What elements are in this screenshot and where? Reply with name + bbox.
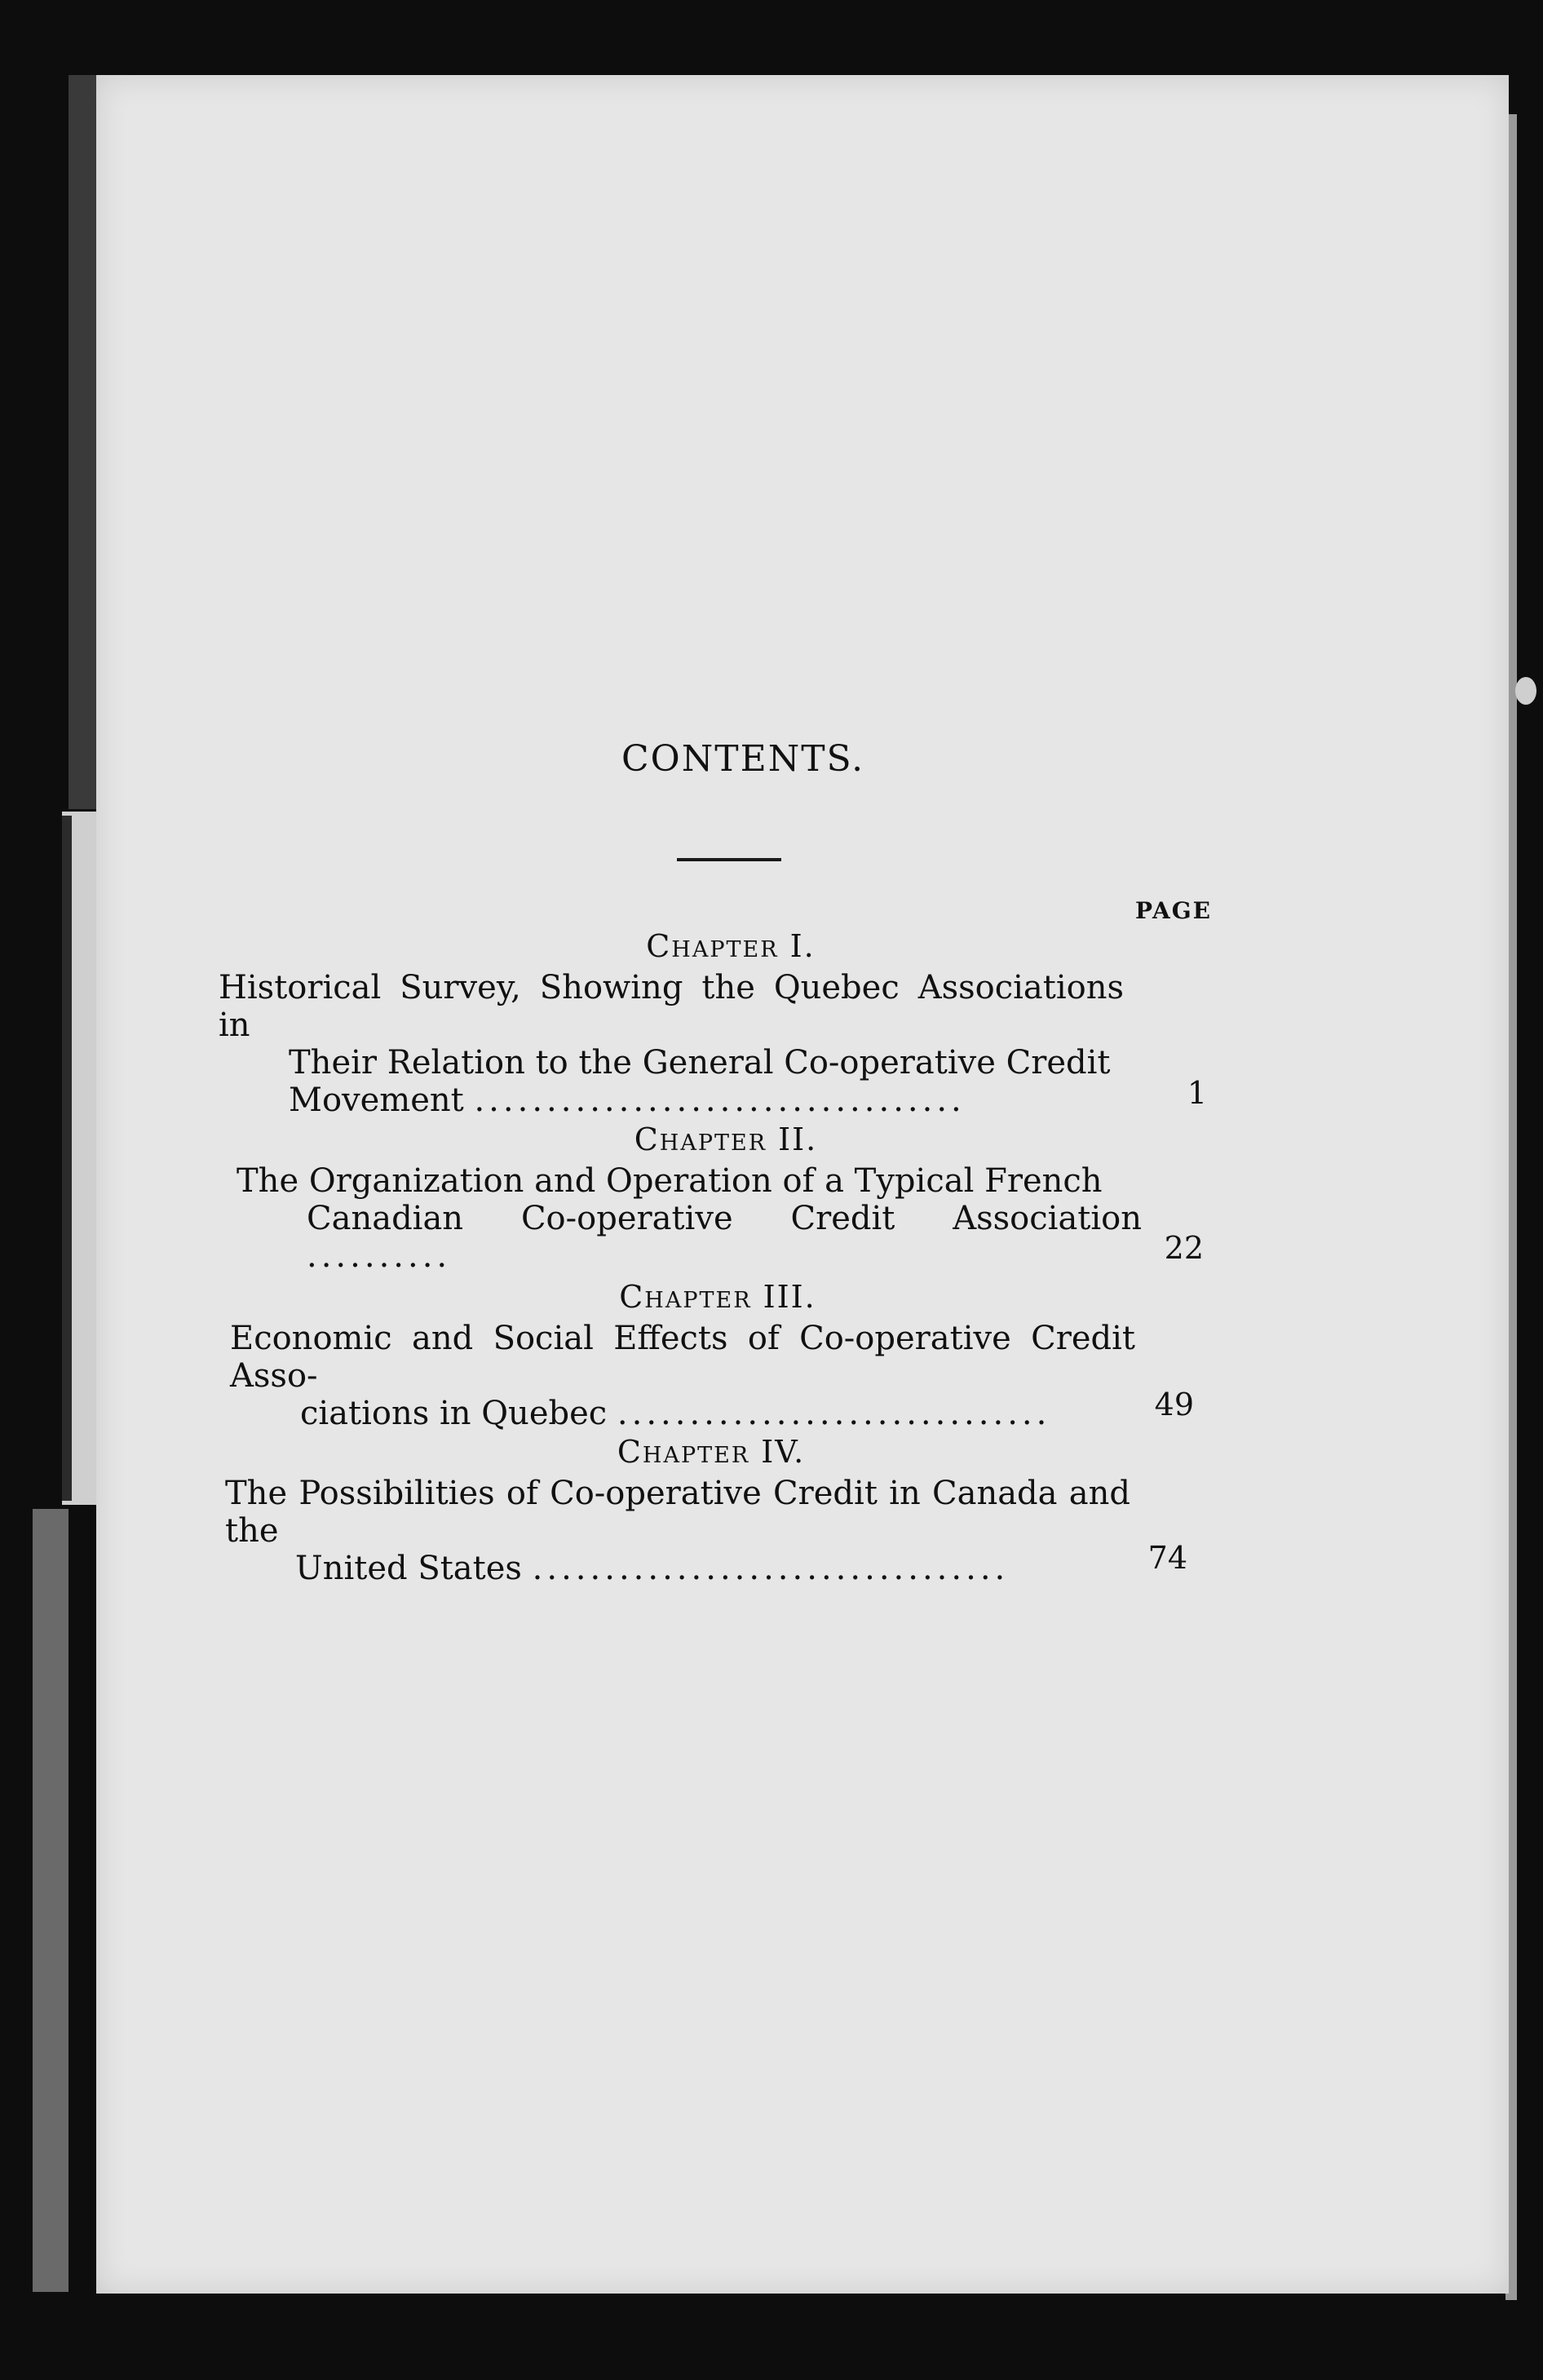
title-rule [677,858,781,861]
entry-line: Historical Survey, Showing the Quebec Associations in [219,969,1124,1044]
chapter-heading: Chapter IV. [617,1434,806,1470]
chapter-heading: Chapter II. [634,1121,818,1157]
chapter-heading: Chapter III. [619,1279,816,1315]
dot-leader: .......... [307,1237,452,1275]
page-number: 74 [1147,1540,1187,1576]
binding-strip-dark [62,816,72,1501]
dot-leader: ................................. [532,1550,1010,1587]
binding-strip-lower [33,1509,69,2292]
dot-leader: .................................. [474,1082,966,1119]
toc-entry [237,1162,1142,1275]
entry-line: ciations in Quebec [300,1395,608,1432]
entry-line: Their Relation to the General Co-operative Credit [289,1044,1111,1082]
entry-line: United States [295,1550,522,1587]
entry-line: Movement [289,1082,464,1119]
toc-entry [219,969,1124,1119]
entry-line: Canadian Co-operative Credit Association [307,1200,1142,1237]
page-speck [1515,677,1536,705]
entry-line: The Possibilities of Co-operative Credit in Canada and the [225,1475,1130,1550]
page-column-header: PAGE [1135,897,1212,924]
page-number: 49 [1154,1387,1194,1422]
dot-leader: .............................. [617,1395,1051,1432]
toc-entry [225,1475,1130,1587]
page-number: 22 [1164,1230,1204,1266]
toc-entry [230,1320,1135,1432]
entry-line: The Organization and Operation of a Typical French [237,1162,1103,1200]
page-number: 1 [1187,1075,1207,1111]
page-title: CONTENTS. [621,738,865,780]
chapter-heading: Chapter I. [646,928,816,964]
entry-line: Economic and Social Effects of Co-operative Credit Asso- [230,1320,1135,1395]
